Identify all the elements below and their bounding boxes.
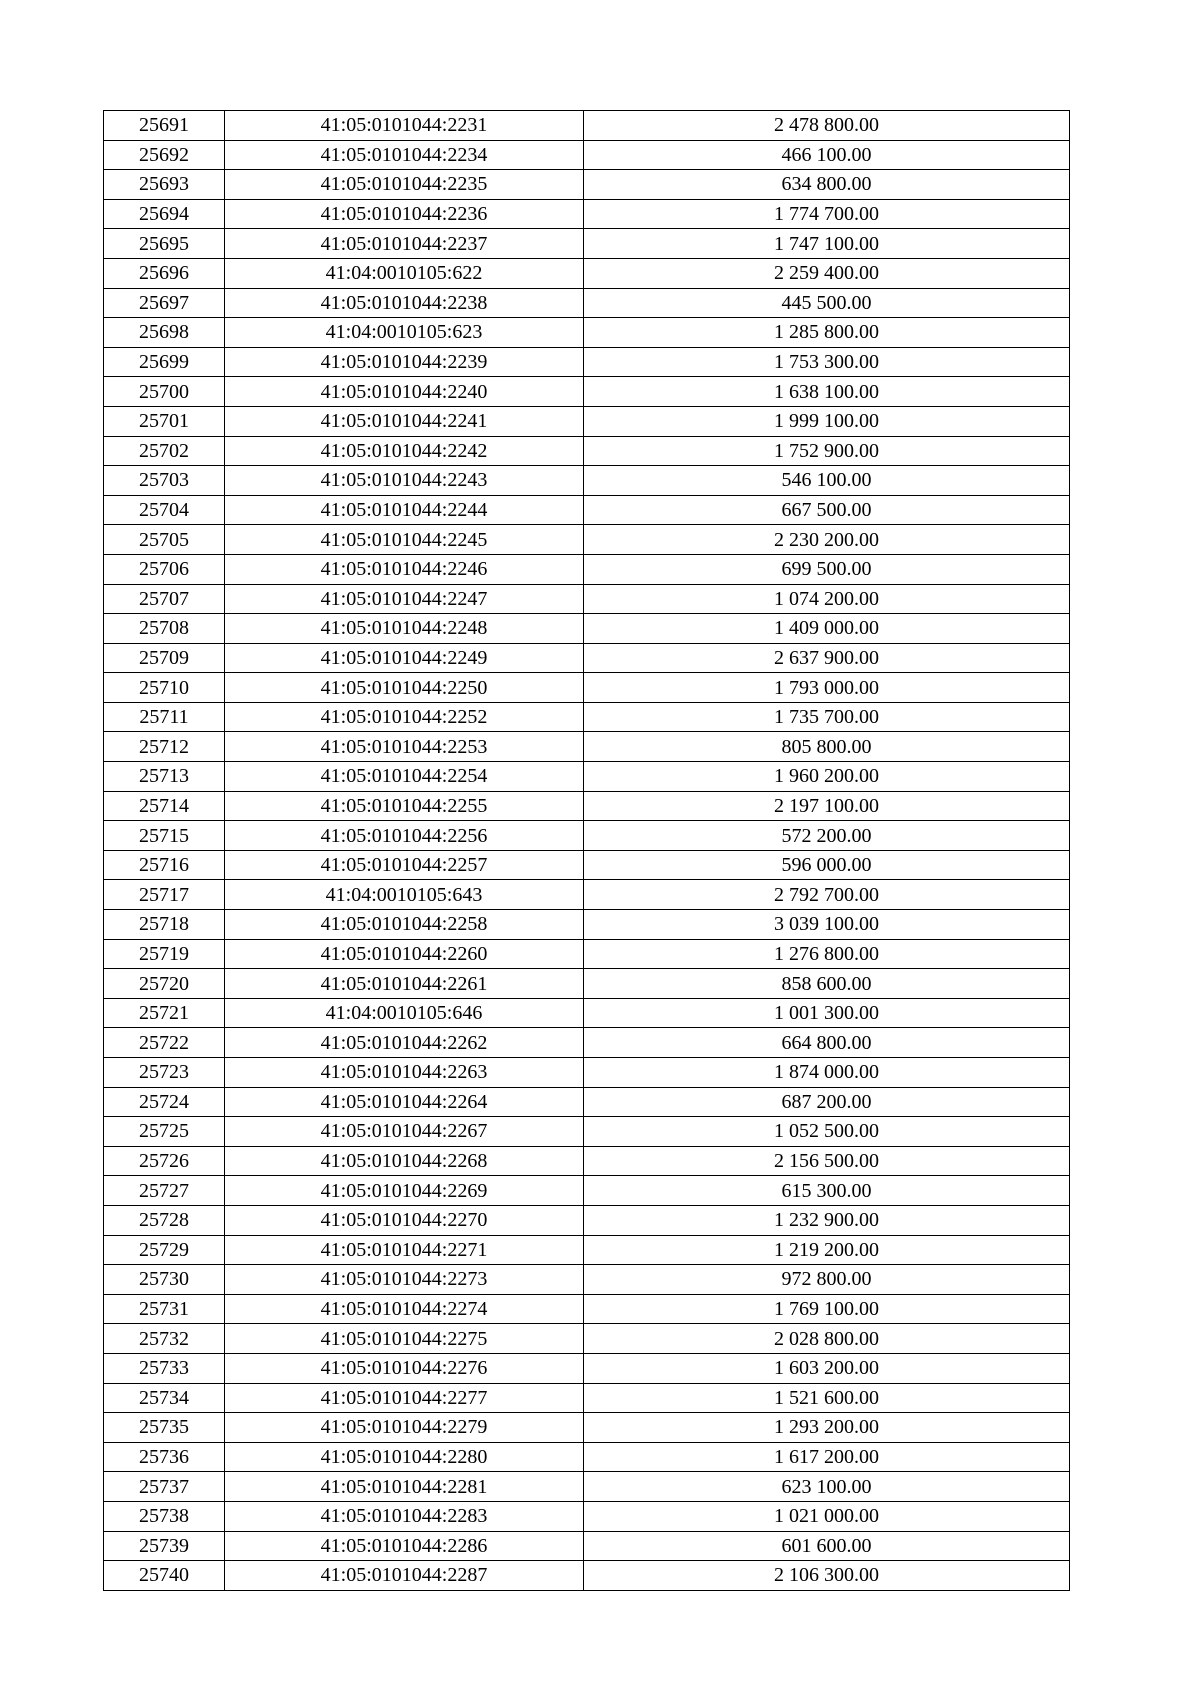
row-number-cell: 25720 (104, 969, 225, 999)
cadastral-number-cell: 41:05:0101044:2254 (225, 762, 584, 792)
cadastral-value-cell: 601 600.00 (584, 1531, 1070, 1561)
row-number-cell: 25730 (104, 1265, 225, 1295)
cadastral-value-cell: 1 001 300.00 (584, 998, 1070, 1028)
table-row (104, 111, 1070, 141)
row-number-cell: 25710 (104, 673, 225, 703)
row-number-cell: 25704 (104, 495, 225, 525)
cadastral-value-cell: 2 028 800.00 (584, 1324, 1070, 1354)
cadastral-number-cell: 41:05:0101044:2277 (225, 1383, 584, 1413)
row-number-cell: 25731 (104, 1294, 225, 1324)
cadastral-value-cell: 1 285 800.00 (584, 318, 1070, 348)
table-row (104, 643, 1070, 673)
cadastral-value-cell: 858 600.00 (584, 969, 1070, 999)
cadastral-number-cell: 41:05:0101044:2235 (225, 170, 584, 200)
cadastral-value-cell: 972 800.00 (584, 1265, 1070, 1295)
cadastral-number-cell: 41:05:0101044:2280 (225, 1442, 584, 1472)
cadastral-value-cell: 1 774 700.00 (584, 199, 1070, 229)
table-row (104, 258, 1070, 288)
cadastral-number-cell: 41:05:0101044:2268 (225, 1146, 584, 1176)
table-row (104, 969, 1070, 999)
table-row (104, 1501, 1070, 1531)
table-row (104, 347, 1070, 377)
cadastral-number-cell: 41:05:0101044:2234 (225, 140, 584, 170)
table-row (104, 436, 1070, 466)
cadastral-number-cell: 41:04:0010105:646 (225, 998, 584, 1028)
table-row (104, 910, 1070, 940)
row-number-cell: 25738 (104, 1501, 225, 1531)
cadastral-value-cell: 623 100.00 (584, 1472, 1070, 1502)
table-row (104, 584, 1070, 614)
cadastral-number-cell: 41:05:0101044:2269 (225, 1176, 584, 1206)
row-number-cell: 25711 (104, 702, 225, 732)
table-row (104, 614, 1070, 644)
row-number-cell: 25692 (104, 140, 225, 170)
row-number-cell: 25728 (104, 1205, 225, 1235)
table-row (104, 288, 1070, 318)
table-row (104, 525, 1070, 555)
row-number-cell: 25696 (104, 258, 225, 288)
cadastral-number-cell: 41:04:0010105:623 (225, 318, 584, 348)
cadastral-number-cell: 41:05:0101044:2287 (225, 1561, 584, 1591)
cadastral-value-cell: 1 793 000.00 (584, 673, 1070, 703)
cadastral-number-cell: 41:05:0101044:2279 (225, 1413, 584, 1443)
table-row (104, 1028, 1070, 1058)
row-number-cell: 25736 (104, 1442, 225, 1472)
row-number-cell: 25713 (104, 762, 225, 792)
cadastral-value-cell: 2 637 900.00 (584, 643, 1070, 673)
cadastral-number-cell: 41:05:0101044:2237 (225, 229, 584, 259)
row-number-cell: 25734 (104, 1383, 225, 1413)
table-row (104, 673, 1070, 703)
row-number-cell: 25733 (104, 1353, 225, 1383)
cadastral-value-cell: 1 276 800.00 (584, 939, 1070, 969)
row-number-cell: 25699 (104, 347, 225, 377)
row-number-cell: 25703 (104, 466, 225, 496)
cadastral-value-cell: 1 638 100.00 (584, 377, 1070, 407)
row-number-cell: 25693 (104, 170, 225, 200)
table-row (104, 850, 1070, 880)
cadastral-number-cell: 41:05:0101044:2271 (225, 1235, 584, 1265)
cadastral-value-cell: 445 500.00 (584, 288, 1070, 318)
cadastral-number-cell: 41:05:0101044:2275 (225, 1324, 584, 1354)
row-number-cell: 25705 (104, 525, 225, 555)
row-number-cell: 25737 (104, 1472, 225, 1502)
cadastral-number-cell: 41:05:0101044:2274 (225, 1294, 584, 1324)
cadastral-value-cell: 3 039 100.00 (584, 910, 1070, 940)
cadastral-value-cell: 2 792 700.00 (584, 880, 1070, 910)
cadastral-value-cell: 2 230 200.00 (584, 525, 1070, 555)
cadastral-value-cell: 805 800.00 (584, 732, 1070, 762)
cadastral-number-cell: 41:05:0101044:2286 (225, 1531, 584, 1561)
table-row (104, 1205, 1070, 1235)
cadastral-number-cell: 41:05:0101044:2243 (225, 466, 584, 496)
cadastral-value-cell: 1 219 200.00 (584, 1235, 1070, 1265)
table-row (104, 554, 1070, 584)
cadastral-number-cell: 41:05:0101044:2283 (225, 1501, 584, 1531)
table-row (104, 377, 1070, 407)
cadastral-number-cell: 41:05:0101044:2244 (225, 495, 584, 525)
row-number-cell: 25700 (104, 377, 225, 407)
cadastral-value-cell: 572 200.00 (584, 821, 1070, 851)
table-row (104, 1235, 1070, 1265)
cadastral-number-cell: 41:05:0101044:2262 (225, 1028, 584, 1058)
table-row (104, 1353, 1070, 1383)
cadastral-value-cell: 664 800.00 (584, 1028, 1070, 1058)
cadastral-value-cell: 1 735 700.00 (584, 702, 1070, 732)
table-row (104, 821, 1070, 851)
row-number-cell: 25714 (104, 791, 225, 821)
cadastral-value-cell: 1 753 300.00 (584, 347, 1070, 377)
cadastral-number-cell: 41:05:0101044:2236 (225, 199, 584, 229)
cadastral-number-cell: 41:05:0101044:2264 (225, 1087, 584, 1117)
cadastral-value-cell: 1 999 100.00 (584, 406, 1070, 436)
cadastral-value-cell: 2 106 300.00 (584, 1561, 1070, 1591)
table-row (104, 762, 1070, 792)
cadastral-value-cell: 1 874 000.00 (584, 1058, 1070, 1088)
table-row (104, 1561, 1070, 1591)
table-row (104, 170, 1070, 200)
cadastral-number-cell: 41:05:0101044:2261 (225, 969, 584, 999)
cadastral-value-cell: 1 232 900.00 (584, 1205, 1070, 1235)
row-number-cell: 25723 (104, 1058, 225, 1088)
cadastral-value-cell: 596 000.00 (584, 850, 1070, 880)
cadastral-value-cell: 1 752 900.00 (584, 436, 1070, 466)
cadastral-number-cell: 41:05:0101044:2238 (225, 288, 584, 318)
table-row (104, 1176, 1070, 1206)
cadastral-value-cell: 2 156 500.00 (584, 1146, 1070, 1176)
table-row (104, 199, 1070, 229)
cadastral-value-cell: 546 100.00 (584, 466, 1070, 496)
cadastral-value-cell: 1 960 200.00 (584, 762, 1070, 792)
table-body (104, 111, 1070, 1591)
table-row (104, 318, 1070, 348)
cadastral-value-cell: 1 293 200.00 (584, 1413, 1070, 1443)
table-row (104, 939, 1070, 969)
cadastral-number-cell: 41:05:0101044:2231 (225, 111, 584, 141)
table-row (104, 732, 1070, 762)
table-row (104, 998, 1070, 1028)
row-number-cell: 25732 (104, 1324, 225, 1354)
row-number-cell: 25740 (104, 1561, 225, 1591)
table-row (104, 140, 1070, 170)
row-number-cell: 25697 (104, 288, 225, 318)
row-number-cell: 25735 (104, 1413, 225, 1443)
cadastral-number-cell: 41:05:0101044:2270 (225, 1205, 584, 1235)
table-row (104, 1087, 1070, 1117)
table-row (104, 1294, 1070, 1324)
cadastral-value-cell: 615 300.00 (584, 1176, 1070, 1206)
cadastral-number-cell: 41:05:0101044:2249 (225, 643, 584, 673)
row-number-cell: 25716 (104, 850, 225, 880)
cadastral-number-cell: 41:05:0101044:2245 (225, 525, 584, 555)
cadastral-number-cell: 41:05:0101044:2273 (225, 1265, 584, 1295)
cadastral-number-cell: 41:05:0101044:2263 (225, 1058, 584, 1088)
cadastral-value-cell: 2 197 100.00 (584, 791, 1070, 821)
row-number-cell: 25725 (104, 1117, 225, 1147)
table-row (104, 702, 1070, 732)
row-number-cell: 25739 (104, 1531, 225, 1561)
cadastral-number-cell: 41:04:0010105:643 (225, 880, 584, 910)
cadastral-number-cell: 41:05:0101044:2242 (225, 436, 584, 466)
row-number-cell: 25707 (104, 584, 225, 614)
table-row (104, 791, 1070, 821)
cadastral-number-cell: 41:05:0101044:2258 (225, 910, 584, 940)
cadastral-value-table (103, 110, 1070, 1591)
cadastral-number-cell: 41:05:0101044:2267 (225, 1117, 584, 1147)
table-row (104, 1265, 1070, 1295)
row-number-cell: 25727 (104, 1176, 225, 1206)
row-number-cell: 25706 (104, 554, 225, 584)
row-number-cell: 25726 (104, 1146, 225, 1176)
table-row (104, 229, 1070, 259)
cadastral-value-cell: 667 500.00 (584, 495, 1070, 525)
row-number-cell: 25717 (104, 880, 225, 910)
table-row (104, 880, 1070, 910)
cadastral-value-cell: 1 603 200.00 (584, 1353, 1070, 1383)
cadastral-value-cell: 1 747 100.00 (584, 229, 1070, 259)
row-number-cell: 25702 (104, 436, 225, 466)
row-number-cell: 25698 (104, 318, 225, 348)
cadastral-value-cell: 2 259 400.00 (584, 258, 1070, 288)
cadastral-value-cell: 1 409 000.00 (584, 614, 1070, 644)
cadastral-number-cell: 41:05:0101044:2281 (225, 1472, 584, 1502)
cadastral-number-cell: 41:05:0101044:2252 (225, 702, 584, 732)
table-row (104, 1146, 1070, 1176)
row-number-cell: 25712 (104, 732, 225, 762)
row-number-cell: 25722 (104, 1028, 225, 1058)
cadastral-value-cell: 1 617 200.00 (584, 1442, 1070, 1472)
table-row (104, 1383, 1070, 1413)
cadastral-value-cell: 699 500.00 (584, 554, 1070, 584)
row-number-cell: 25709 (104, 643, 225, 673)
row-number-cell: 25724 (104, 1087, 225, 1117)
cadastral-value-cell: 2 478 800.00 (584, 111, 1070, 141)
row-number-cell: 25729 (104, 1235, 225, 1265)
cadastral-number-cell: 41:05:0101044:2248 (225, 614, 584, 644)
table-row (104, 1531, 1070, 1561)
table-row (104, 1117, 1070, 1147)
table-row (104, 1442, 1070, 1472)
cadastral-number-cell: 41:05:0101044:2256 (225, 821, 584, 851)
cadastral-number-cell: 41:05:0101044:2255 (225, 791, 584, 821)
row-number-cell: 25691 (104, 111, 225, 141)
cadastral-number-cell: 41:05:0101044:2247 (225, 584, 584, 614)
table-row (104, 1472, 1070, 1502)
cadastral-number-cell: 41:05:0101044:2246 (225, 554, 584, 584)
row-number-cell: 25708 (104, 614, 225, 644)
table-row (104, 1413, 1070, 1443)
cadastral-value-cell: 687 200.00 (584, 1087, 1070, 1117)
row-number-cell: 25701 (104, 406, 225, 436)
row-number-cell: 25718 (104, 910, 225, 940)
cadastral-value-cell: 1 769 100.00 (584, 1294, 1070, 1324)
table-row (104, 466, 1070, 496)
table-row (104, 1324, 1070, 1354)
row-number-cell: 25719 (104, 939, 225, 969)
cadastral-number-cell: 41:04:0010105:622 (225, 258, 584, 288)
cadastral-number-cell: 41:05:0101044:2241 (225, 406, 584, 436)
row-number-cell: 25715 (104, 821, 225, 851)
row-number-cell: 25721 (104, 998, 225, 1028)
cadastral-number-cell: 41:05:0101044:2240 (225, 377, 584, 407)
cadastral-value-cell: 1 021 000.00 (584, 1501, 1070, 1531)
cadastral-number-cell: 41:05:0101044:2276 (225, 1353, 584, 1383)
cadastral-number-cell: 41:05:0101044:2257 (225, 850, 584, 880)
cadastral-number-cell: 41:05:0101044:2250 (225, 673, 584, 703)
cadastral-number-cell: 41:05:0101044:2253 (225, 732, 584, 762)
table-row (104, 495, 1070, 525)
cadastral-number-cell: 41:05:0101044:2239 (225, 347, 584, 377)
row-number-cell: 25694 (104, 199, 225, 229)
cadastral-number-cell: 41:05:0101044:2260 (225, 939, 584, 969)
table-row (104, 406, 1070, 436)
table-row (104, 1058, 1070, 1088)
cadastral-value-cell: 1 521 600.00 (584, 1383, 1070, 1413)
cadastral-value-cell: 466 100.00 (584, 140, 1070, 170)
cadastral-value-cell: 1 074 200.00 (584, 584, 1070, 614)
row-number-cell: 25695 (104, 229, 225, 259)
cadastral-value-cell: 1 052 500.00 (584, 1117, 1070, 1147)
cadastral-value-cell: 634 800.00 (584, 170, 1070, 200)
